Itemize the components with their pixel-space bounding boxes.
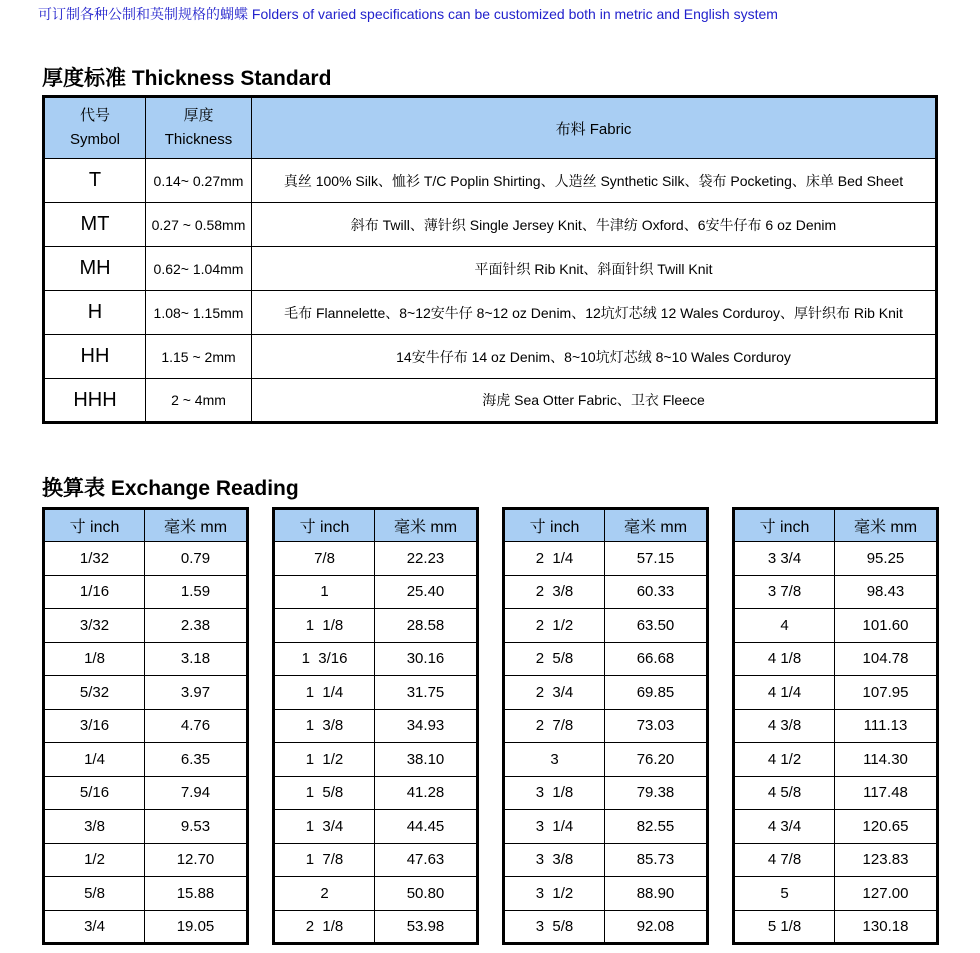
inch-value: 1 1/2 xyxy=(274,743,375,777)
inch-value: 1/16 xyxy=(44,575,145,609)
mm-value: 50.80 xyxy=(375,877,478,911)
mm-value: 66.68 xyxy=(605,642,708,676)
exchange-table-4-header xyxy=(734,509,938,542)
mm-value: 79.38 xyxy=(605,776,708,810)
exchange-table-row xyxy=(504,810,708,844)
inch-value: 4 xyxy=(734,609,835,643)
exchange-table-row xyxy=(734,642,938,676)
fabric-value: 斜布 Twill、薄针织 Single Jersey Knit、牛津纺 Oxford、6安牛仔布 6 oz Denim xyxy=(252,203,937,247)
exchange-table-row xyxy=(734,542,938,576)
exchange-table-row xyxy=(504,642,708,676)
exchange-table-row xyxy=(274,676,478,710)
mm-value: 69.85 xyxy=(605,676,708,710)
thickness-table-row xyxy=(44,159,937,203)
mm-value: 9.53 xyxy=(145,810,248,844)
inch-value: 1 1/4 xyxy=(274,676,375,710)
mm-value: 101.60 xyxy=(835,609,938,643)
thickness-table-row xyxy=(44,247,937,291)
inch-value: 3/16 xyxy=(44,709,145,743)
exchange-table-3 xyxy=(502,507,709,945)
mm-value: 57.15 xyxy=(605,542,708,576)
mm-value: 25.40 xyxy=(375,575,478,609)
inch-value: 1 5/8 xyxy=(274,776,375,810)
exchange-table-row xyxy=(734,676,938,710)
symbol-value: HHH xyxy=(44,379,146,423)
mm-value: 47.63 xyxy=(375,843,478,877)
thickness-value: 0.14~ 0.27mm xyxy=(146,159,252,203)
exchange-tables-row xyxy=(42,507,939,945)
inch-value: 1 3/16 xyxy=(274,642,375,676)
exchange-table-4 xyxy=(732,507,939,945)
mm-value: 0.79 xyxy=(145,542,248,576)
mm-value: 12.70 xyxy=(145,843,248,877)
thickness-section-title: 厚度标准 Thickness Standard xyxy=(42,67,332,90)
inch-value: 4 1/2 xyxy=(734,743,835,777)
inch-value: 4 3/8 xyxy=(734,709,835,743)
exchange-table-row xyxy=(274,575,478,609)
exchange-table-row xyxy=(734,810,938,844)
mm-value: 41.28 xyxy=(375,776,478,810)
exchange-table-row xyxy=(734,776,938,810)
exchange-table-row xyxy=(274,910,478,944)
inch-value: 1 7/8 xyxy=(274,843,375,877)
mm-value: 19.05 xyxy=(145,910,248,944)
exchange-table-row xyxy=(504,843,708,877)
inch-value: 2 1/4 xyxy=(504,542,605,576)
mm-column-header: 毫米 mm xyxy=(835,509,938,542)
inch-value: 4 3/4 xyxy=(734,810,835,844)
thickness-value: 1.08~ 1.15mm xyxy=(146,291,252,335)
exchange-table-row xyxy=(734,709,938,743)
symbol-value: T xyxy=(44,159,146,203)
thickness-table-body xyxy=(44,159,937,423)
mm-value: 6.35 xyxy=(145,743,248,777)
inch-value: 1/4 xyxy=(44,743,145,777)
mm-column-header: 毫米 mm xyxy=(145,509,248,542)
mm-value: 130.18 xyxy=(835,910,938,944)
symbol-value: HH xyxy=(44,335,146,379)
mm-value: 4.76 xyxy=(145,709,248,743)
inch-value: 3/4 xyxy=(44,910,145,944)
mm-value: 76.20 xyxy=(605,743,708,777)
thickness-value: 0.27 ~ 0.58mm xyxy=(146,203,252,247)
inch-value: 2 xyxy=(274,877,375,911)
exchange-table-row xyxy=(44,743,248,777)
symbol-value: MT xyxy=(44,203,146,247)
mm-value: 38.10 xyxy=(375,743,478,777)
exchange-table-row xyxy=(44,843,248,877)
symbol-value: MH xyxy=(44,247,146,291)
mm-value: 73.03 xyxy=(605,709,708,743)
exchange-table-row xyxy=(44,810,248,844)
inch-value: 1 1/8 xyxy=(274,609,375,643)
mm-value: 28.58 xyxy=(375,609,478,643)
thickness-table-row xyxy=(44,335,937,379)
exchange-table-row xyxy=(504,743,708,777)
mm-value: 34.93 xyxy=(375,709,478,743)
exchange-table-row xyxy=(504,776,708,810)
thickness-standard-table xyxy=(42,95,938,424)
exchange-table-row xyxy=(44,776,248,810)
symbol-header-en: Symbol xyxy=(69,131,121,148)
inch-column-header: 寸 inch xyxy=(504,509,605,542)
symbol-header-zh: 代号 xyxy=(79,107,110,124)
inch-value: 3 3/8 xyxy=(504,843,605,877)
inch-value: 1/8 xyxy=(44,642,145,676)
mm-value: 114.30 xyxy=(835,743,938,777)
inch-column-header: 寸 inch xyxy=(44,509,145,542)
thickness-value: 0.62~ 1.04mm xyxy=(146,247,252,291)
top-note: 可订制各种公制和英制规格的蝴蝶 Folders of varied specifications can be customized both in metric and English system xyxy=(38,6,778,22)
exchange-table-row xyxy=(44,609,248,643)
exchange-table-row xyxy=(274,877,478,911)
exchange-section-title: 换算表 Exchange Reading xyxy=(42,477,299,500)
inch-value: 3 7/8 xyxy=(734,575,835,609)
exchange-table-row xyxy=(504,542,708,576)
thickness-value: 1.15 ~ 2mm xyxy=(146,335,252,379)
exchange-table-4-body xyxy=(734,542,938,944)
exchange-table-1 xyxy=(42,507,249,945)
mm-value: 117.48 xyxy=(835,776,938,810)
mm-column-header: 毫米 mm xyxy=(605,509,708,542)
fabric-value: 海虎 Sea Otter Fabric、卫衣 Fleece xyxy=(252,379,937,423)
mm-value: 85.73 xyxy=(605,843,708,877)
exchange-table-row xyxy=(274,776,478,810)
exchange-table-row xyxy=(504,910,708,944)
mm-value: 22.23 xyxy=(375,542,478,576)
thickness-table-header xyxy=(44,97,937,159)
inch-value: 3 1/8 xyxy=(504,776,605,810)
mm-value: 30.16 xyxy=(375,642,478,676)
mm-value: 63.50 xyxy=(605,609,708,643)
thickness-table-row xyxy=(44,203,937,247)
exchange-table-row xyxy=(274,609,478,643)
mm-value: 2.38 xyxy=(145,609,248,643)
inch-value: 3 xyxy=(504,743,605,777)
inch-value: 2 1/2 xyxy=(504,609,605,643)
fabric-value: 毛布 Flannelette、8~12安牛仔 8~12 oz Denim、12坑灯芯绒 12 Wales Corduroy、厚针织布 Rib Knit xyxy=(252,291,937,335)
inch-column-header: 寸 inch xyxy=(274,509,375,542)
exchange-table-row xyxy=(504,709,708,743)
inch-value: 4 5/8 xyxy=(734,776,835,810)
inch-value: 3/8 xyxy=(44,810,145,844)
inch-value: 1 3/4 xyxy=(274,810,375,844)
inch-value: 1/32 xyxy=(44,542,145,576)
inch-value: 4 1/4 xyxy=(734,676,835,710)
thickness-value: 2 ~ 4mm xyxy=(146,379,252,423)
inch-value: 2 5/8 xyxy=(504,642,605,676)
exchange-table-3-header xyxy=(504,509,708,542)
inch-value: 2 1/8 xyxy=(274,910,375,944)
exchange-table-2 xyxy=(272,507,479,945)
mm-value: 98.43 xyxy=(835,575,938,609)
exchange-table-row xyxy=(274,709,478,743)
mm-value: 92.08 xyxy=(605,910,708,944)
thickness-table-row xyxy=(44,291,937,335)
exchange-table-row xyxy=(274,743,478,777)
fabric-column-header: 布料 Fabric xyxy=(252,97,937,159)
exchange-table-row xyxy=(274,542,478,576)
mm-value: 123.83 xyxy=(835,843,938,877)
exchange-table-row xyxy=(274,843,478,877)
inch-value: 1/2 xyxy=(44,843,145,877)
mm-value: 120.65 xyxy=(835,810,938,844)
inch-value: 2 3/8 xyxy=(504,575,605,609)
inch-value: 4 7/8 xyxy=(734,843,835,877)
mm-value: 111.13 xyxy=(835,709,938,743)
mm-value: 88.90 xyxy=(605,877,708,911)
mm-value: 15.88 xyxy=(145,877,248,911)
mm-value: 31.75 xyxy=(375,676,478,710)
exchange-table-1-body xyxy=(44,542,248,944)
inch-value: 5 1/8 xyxy=(734,910,835,944)
mm-value: 3.18 xyxy=(145,642,248,676)
exchange-table-1-header xyxy=(44,509,248,542)
inch-value: 4 1/8 xyxy=(734,642,835,676)
symbol-column-header xyxy=(44,97,146,159)
inch-value: 1 3/8 xyxy=(274,709,375,743)
inch-value: 3/32 xyxy=(44,609,145,643)
exchange-table-row xyxy=(44,542,248,576)
inch-column-header: 寸 inch xyxy=(734,509,835,542)
exchange-table-row xyxy=(734,743,938,777)
inch-value: 3 1/2 xyxy=(504,877,605,911)
symbol-value: H xyxy=(44,291,146,335)
exchange-table-row xyxy=(44,709,248,743)
inch-value: 2 3/4 xyxy=(504,676,605,710)
exchange-table-row xyxy=(734,575,938,609)
exchange-table-row xyxy=(734,843,938,877)
exchange-table-row xyxy=(504,877,708,911)
fabric-value: 真丝 100% Silk、恤衫 T/C Poplin Shirting、人造丝 Synthetic Silk、袋布 Pocketing、床单 Bed Sheet xyxy=(252,159,937,203)
inch-value: 2 7/8 xyxy=(504,709,605,743)
exchange-table-row xyxy=(44,676,248,710)
thickness-table-row xyxy=(44,379,937,423)
exchange-table-2-body xyxy=(274,542,478,944)
inch-value: 1 xyxy=(274,575,375,609)
exchange-table-3-body xyxy=(504,542,708,944)
exchange-table-row xyxy=(734,609,938,643)
inch-value: 3 3/4 xyxy=(734,542,835,576)
fabric-value: 14安牛仔布 14 oz Denim、8~10坑灯芯绒 8~10 Wales Corduroy xyxy=(252,335,937,379)
mm-value: 104.78 xyxy=(835,642,938,676)
exchange-table-row xyxy=(44,910,248,944)
inch-value: 7/8 xyxy=(274,542,375,576)
thickness-column-header xyxy=(146,97,252,159)
exchange-table-row xyxy=(44,877,248,911)
exchange-table-row xyxy=(504,676,708,710)
inch-value: 5 xyxy=(734,877,835,911)
exchange-table-2-header xyxy=(274,509,478,542)
exchange-table-row xyxy=(274,810,478,844)
exchange-table-row xyxy=(734,910,938,944)
exchange-table-row xyxy=(504,575,708,609)
mm-value: 1.59 xyxy=(145,575,248,609)
thickness-header-en: Thickness xyxy=(164,131,233,148)
mm-value: 7.94 xyxy=(145,776,248,810)
thickness-header-zh: 厚度 xyxy=(183,107,214,124)
exchange-table-row xyxy=(734,877,938,911)
mm-column-header: 毫米 mm xyxy=(375,509,478,542)
mm-value: 3.97 xyxy=(145,676,248,710)
inch-value: 3 1/4 xyxy=(504,810,605,844)
inch-value: 3 5/8 xyxy=(504,910,605,944)
mm-value: 53.98 xyxy=(375,910,478,944)
mm-value: 44.45 xyxy=(375,810,478,844)
exchange-table-row xyxy=(44,575,248,609)
fabric-value: 平面针织 Rib Knit、斜面针织 Twill Knit xyxy=(252,247,937,291)
mm-value: 107.95 xyxy=(835,676,938,710)
exchange-table-row xyxy=(44,642,248,676)
mm-value: 82.55 xyxy=(605,810,708,844)
exchange-table-row xyxy=(504,609,708,643)
mm-value: 127.00 xyxy=(835,877,938,911)
inch-value: 5/8 xyxy=(44,877,145,911)
mm-value: 95.25 xyxy=(835,542,938,576)
inch-value: 5/16 xyxy=(44,776,145,810)
inch-value: 5/32 xyxy=(44,676,145,710)
exchange-table-row xyxy=(274,642,478,676)
mm-value: 60.33 xyxy=(605,575,708,609)
